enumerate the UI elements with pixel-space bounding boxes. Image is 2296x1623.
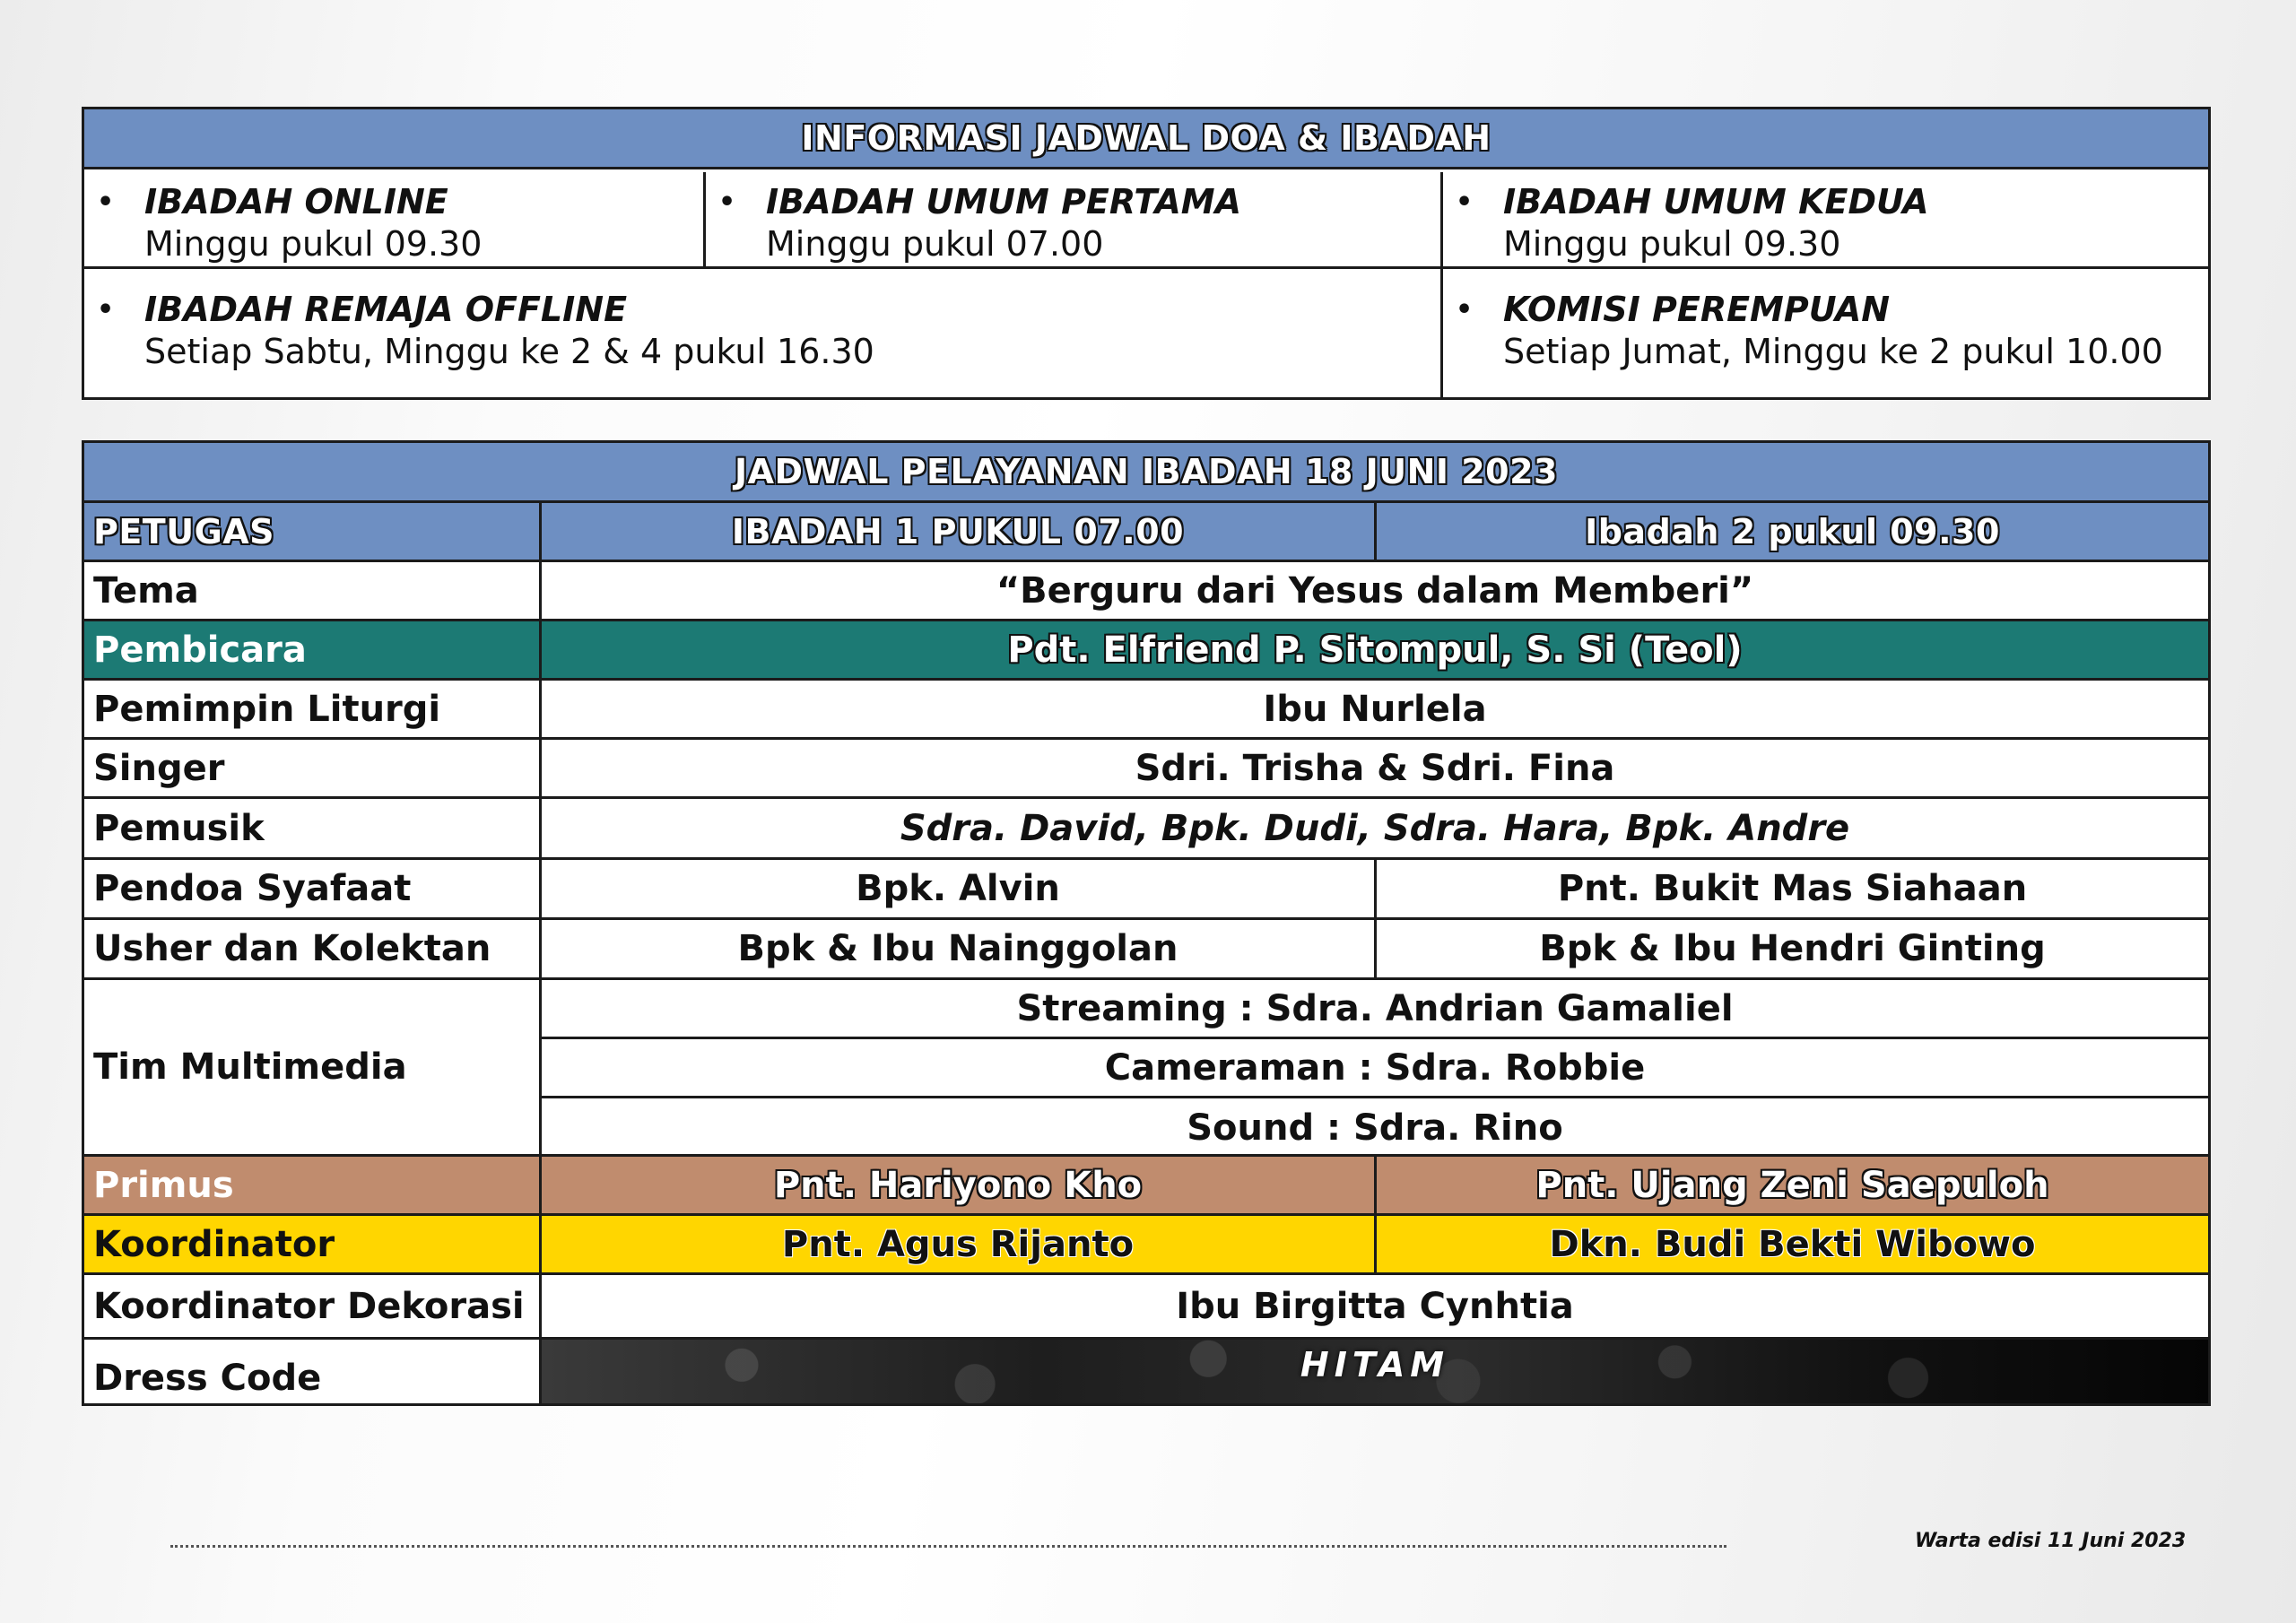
row-service1-cell bbox=[542, 1157, 1377, 1213]
bullet-icon: • bbox=[1456, 294, 1474, 325]
row-service2: Bpk & Ibu Hendri Ginting bbox=[1539, 928, 2046, 969]
schedule-title-cell bbox=[84, 443, 2208, 500]
row-pemimpin-liturgi bbox=[84, 681, 2208, 740]
row-singer bbox=[84, 740, 2208, 799]
row-label: Primus bbox=[84, 1157, 542, 1213]
row-value: Ibu Birgitta Cynhtia bbox=[1176, 1285, 1574, 1327]
row-pemusik bbox=[84, 799, 2208, 860]
info-item-ibadah-online bbox=[84, 172, 703, 265]
row-service2-cell bbox=[1377, 1216, 2208, 1272]
row-label: Pemusik bbox=[84, 799, 542, 857]
row-value: Sdri. Trisha & Sdri. Fina bbox=[1135, 747, 1615, 789]
info-item-name: IBADAH ONLINE bbox=[144, 182, 448, 221]
info-item-ibadah-remaja-offline bbox=[84, 280, 1440, 373]
dress-code-value: HITAM bbox=[1300, 1345, 1450, 1384]
row-tim-multimedia bbox=[84, 980, 2208, 1157]
bullet-icon: • bbox=[718, 187, 736, 218]
row-service2: Dkn. Budi Bekti Wibowo bbox=[1549, 1223, 2036, 1265]
row-service2: Pnt. Ujang Zeni Saepuloh bbox=[1535, 1164, 2049, 1206]
schedule-header-row bbox=[84, 503, 2208, 562]
row-service2: Pnt. Bukit Mas Siahaan bbox=[1557, 868, 2028, 909]
row-label: Usher dan Kolektan bbox=[84, 920, 542, 977]
row-dress-code bbox=[84, 1340, 2208, 1403]
info-item-name: IBADAH REMAJA OFFLINE bbox=[144, 290, 628, 329]
row-label: Pemimpin Liturgi bbox=[84, 681, 542, 737]
row-value-cell bbox=[542, 621, 2208, 678]
info-item-ibadah-umum-pertama bbox=[706, 172, 1440, 265]
info-item-time: Setiap Sabtu, Minggu ke 2 & 4 pukul 16.30 bbox=[144, 332, 874, 371]
row-service1-cell bbox=[542, 1216, 1377, 1272]
info-item-komisi-perempuan bbox=[1443, 280, 2210, 373]
bullet-icon: • bbox=[97, 187, 115, 218]
info-item-time: Setiap Jumat, Minggu ke 2 pukul 10.00 bbox=[1503, 332, 2163, 371]
info-table-title: INFORMASI JADWAL DOA & IBADAH bbox=[801, 118, 1492, 158]
row-service1: Pnt. Hariyono Kho bbox=[773, 1164, 1143, 1206]
row-tema bbox=[84, 562, 2208, 621]
row-pembicara bbox=[84, 621, 2208, 681]
schedule-title-row bbox=[84, 443, 2208, 503]
row-primus bbox=[84, 1157, 2208, 1216]
info-item-time: Minggu pukul 07.00 bbox=[766, 224, 1104, 264]
header-service2: Ibadah 2 pukul 09.30 bbox=[1585, 511, 2000, 551]
row-label: Pembicara bbox=[84, 621, 542, 678]
bullet-icon: • bbox=[97, 294, 115, 325]
row-koordinator-dekorasi bbox=[84, 1275, 2208, 1340]
row-label: Tim Multimedia bbox=[84, 980, 542, 1154]
row-label: Koordinator Dekorasi bbox=[84, 1275, 542, 1337]
header-role-cell bbox=[84, 503, 542, 560]
service-schedule-table bbox=[82, 440, 2211, 1406]
row-value: Sdra. David, Bpk. Dudi, Sdra. Hara, Bpk. Andre bbox=[900, 807, 1850, 849]
dress-code-swatch bbox=[542, 1340, 2208, 1403]
header-service1: IBADAH 1 PUKUL 07.00 bbox=[731, 511, 1185, 551]
header-role: PETUGAS bbox=[93, 511, 275, 551]
row-koordinator bbox=[84, 1216, 2208, 1275]
row-label: Koordinator bbox=[84, 1216, 542, 1272]
bullet-icon: • bbox=[1456, 187, 1474, 218]
info-item-name: KOMISI PEREMPUAN bbox=[1503, 290, 1891, 329]
info-item-time: Minggu pukul 09.30 bbox=[144, 224, 483, 264]
header-service1-cell bbox=[542, 503, 1377, 560]
row-label: Pendoa Syafaat bbox=[84, 860, 542, 917]
row-service1: Pnt. Agus Rijanto bbox=[781, 1223, 1135, 1265]
row-service2-cell bbox=[1377, 1157, 2208, 1213]
info-item-time: Minggu pukul 09.30 bbox=[1503, 224, 1841, 264]
row-pendoa-syafaat bbox=[84, 860, 2208, 920]
row-value: “Berguru dari Yesus dalam Memberi” bbox=[996, 569, 1754, 612]
row-value: Pdt. Elfriend P. Sitompul, S. Si (Teol) bbox=[1007, 629, 1743, 671]
multimedia-cameraman: Cameraman : Sdra. Robbie bbox=[542, 1039, 2208, 1098]
info-item-name: IBADAH UMUM KEDUA bbox=[1503, 182, 1929, 221]
info-item-name: IBADAH UMUM PERTAMA bbox=[766, 182, 1242, 221]
row-service1: Bpk. Alvin bbox=[542, 860, 1377, 917]
row-label: Dress Code bbox=[84, 1340, 542, 1403]
row-service1: Bpk & Ibu Nainggolan bbox=[542, 920, 1377, 977]
row-label: Singer bbox=[84, 740, 542, 796]
info-item-ibadah-umum-kedua bbox=[1443, 172, 2210, 265]
header-service2-cell bbox=[1377, 503, 2208, 560]
footer-dotted-rule bbox=[170, 1545, 1726, 1548]
info-schedule-table bbox=[82, 107, 2211, 400]
row-label: Tema bbox=[84, 562, 542, 619]
info-row-divider bbox=[84, 266, 2208, 269]
multimedia-sound: Sound : Sdra. Rino bbox=[1187, 1107, 1563, 1149]
info-table-header bbox=[84, 109, 2208, 169]
multimedia-streaming: Streaming : Sdra. Andrian Gamaliel bbox=[542, 980, 2208, 1039]
footer-edition: Warta edisi 11 Juni 2023 bbox=[1915, 1530, 2187, 1552]
schedule-title: JADWAL PELAYANAN IBADAH 18 JUNI 2023 bbox=[734, 452, 1558, 491]
row-value: Ibu Nurlela bbox=[1263, 688, 1487, 730]
row-usher bbox=[84, 920, 2208, 980]
